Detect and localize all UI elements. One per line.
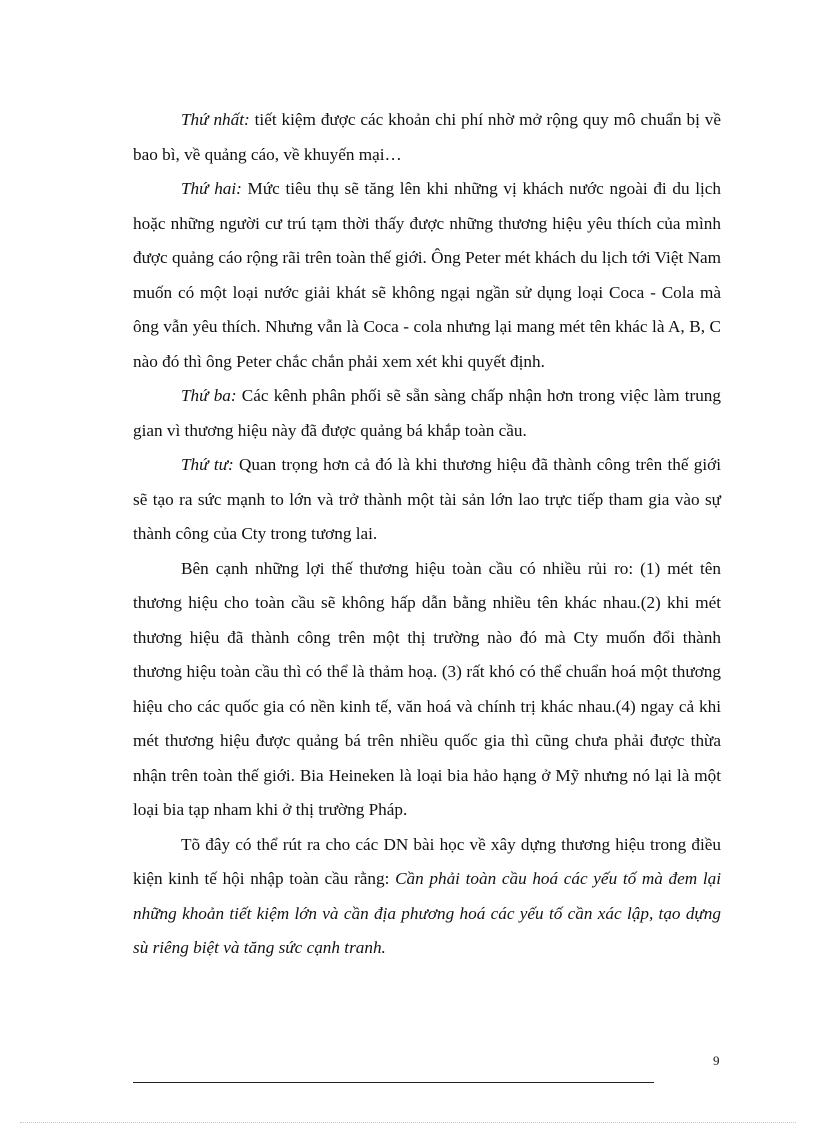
paragraph-fourth-point xyxy=(133,448,721,552)
paragraph-conclusion xyxy=(133,828,721,966)
paragraph-first-point xyxy=(133,103,721,172)
paragraph-text: Quan trọng hơn cả đó là khi thương hiệu đã thành công trên thế giới sẽ tạo ra sức mạnh to lớn và trở thành một tài sản lớn lao trực tiếp tham gia vào sự thành công của Cty trong tương lai. xyxy=(133,455,722,543)
page-number: 9 xyxy=(713,1053,720,1068)
paragraph-lead: Thứ hai: xyxy=(181,179,242,198)
paragraph-text: Mức tiêu thụ sẽ tăng lên khi những vị khách nước ngoài đi du lịch hoặc những người cư trú tạm thời thấy được những thương hiệu yêu thích của mình được quảng cáo rộng rãi trên toàn thế giới. Ông Peter mét khách du lịch tới Việt Nam muốn có một loại nước giải khát sẽ không ngại ngần sử dụng loại Coca - Cola mà ông vẫn yêu thích. Nhưng vẫn là Coca - cola nhưng lại mang mét tên khác là A, B, C nào đó thì ông Peter chắc chắn phải xem xét khi quyết định. xyxy=(133,179,721,371)
paragraph-text: tiết kiệm được các khoản chi phí nhờ mở rộng quy mô chuẩn bị về bao bì, về quảng cáo, về khuyến mại… xyxy=(133,110,721,164)
paragraph-lead: Thứ tư: xyxy=(181,455,234,474)
paragraph-second-point xyxy=(133,172,721,379)
paragraph-lead: Thứ nhất: xyxy=(181,110,250,129)
paragraph-text: Tõ đây có thể rút ra cho các DN bài học về xây dựng thương hiệu trong điều kiện kinh tế hội nhập toàn cầu rằng: xyxy=(133,834,721,888)
paragraph-text: Bên cạnh những lợi thế thương hiệu toàn cầu có nhiều rủi ro: (1) mét tên thương hiệu cho toàn cầu sẽ không hấp dẫn bằng nhiều tên khác nhau.(2) khi mét thương hiệu đã thành công trên một thị trường nào đó mà Cty muốn đổi thành thương hiệu toàn cầu thì có thể là thảm hoạ. (3) rất khó có thể chuẩn hoá một thương hiệu cho các quốc gia có nền kinh tế, văn hoá và chính trị khác nhau.(4) ngay cả khi mét thương hiệu được quảng bá trên nhiều quốc gia thì cũng chưa phải được thừa nhận trên toàn thế giới. Bia Heineken là loại bia hảo hạng ở Mỹ nhưng nó lại là một loại bia tạp nham khi ở thị trường Pháp. xyxy=(133,558,721,819)
paragraph-lead: Thứ ba: xyxy=(181,386,237,405)
body-text xyxy=(133,103,721,966)
paragraph-text: Các kênh phân phối sẽ sẵn sàng chấp nhận hơn trong việc làm trung gian vì thương hiệu này đã được quảng bá khắp toàn cầu. xyxy=(133,386,721,440)
paragraph-italic-conclusion: Cần phải toàn cầu hoá các yếu tố mà đem lại những khoản tiết kiệm lớn và cần địa phương hoá các yếu tố cần xác lập, tạo dựng sù riêng biệt và tăng sức cạnh tranh. xyxy=(133,869,721,957)
paragraph-risks xyxy=(133,552,721,828)
footer-divider xyxy=(133,1082,654,1083)
paragraph-third-point xyxy=(133,379,721,448)
